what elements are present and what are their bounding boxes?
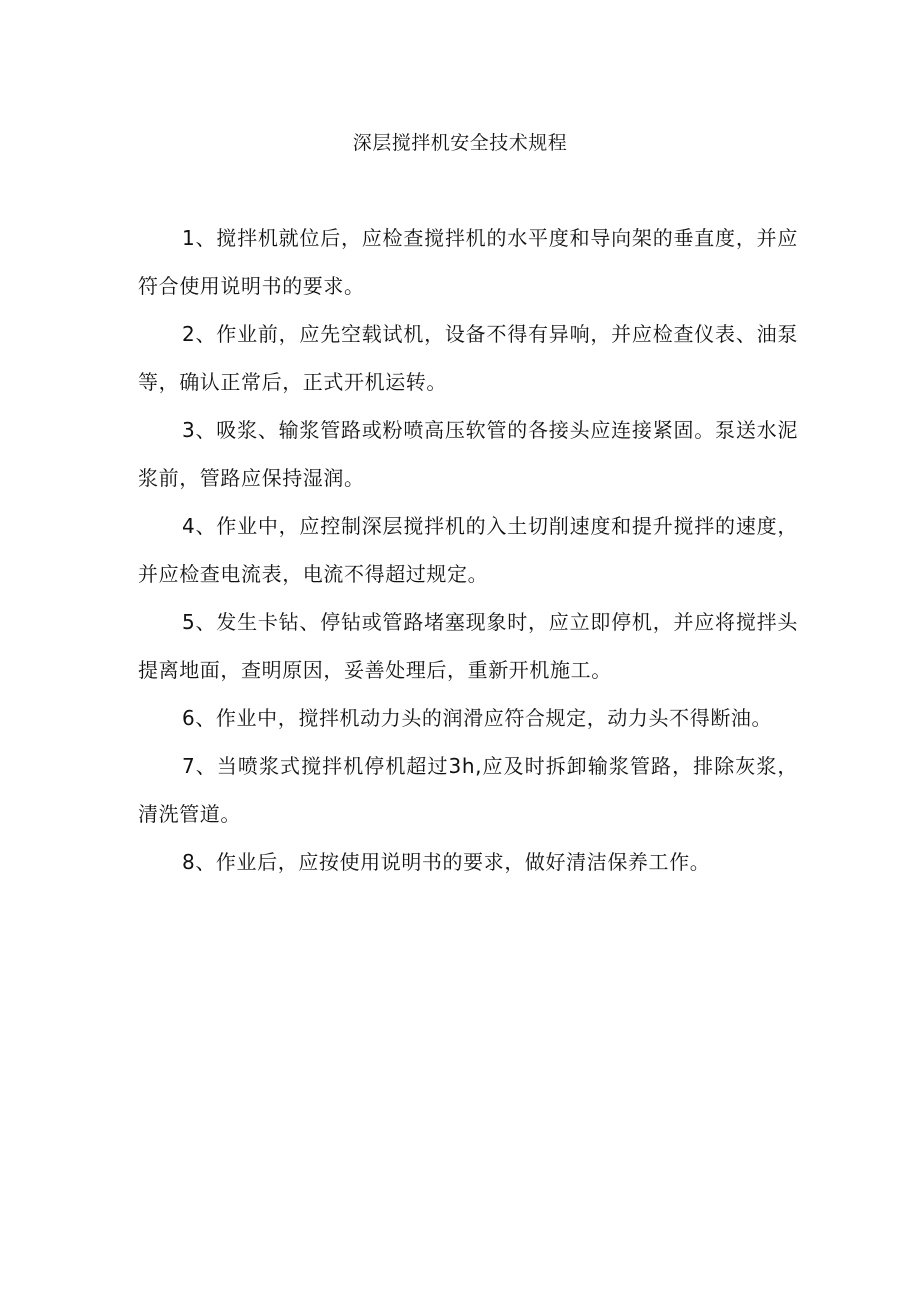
rule-paragraph-5: 5、发生卡钻、停钻或管路堵塞现象时，应立即停机，并应将搅拌头提离地面，查明原因，妥善处理后，重新开机施工。 [138,610,798,682]
rule-paragraph-1: 1、搅拌机就位后，应检查搅拌机的水平度和导向架的垂直度，并应符合使用说明书的要求。 [138,226,798,298]
document-body [138,214,798,886]
rule-paragraph-3: 3、吸浆、输浆管路或粉喷高压软管的各接头应连接紧固。泵送水泥浆前，管路应保持湿润。 [138,418,798,490]
rule-paragraph-8: 8、作业后，应按使用说明书的要求，做好清洁保养工作。 [182,850,711,874]
document-title: 深层搅拌机安全技术规程 [352,132,568,154]
rule-paragraph-4: 4、作业中，应控制深层搅拌机的入土切削速度和提升搅拌的速度，并应检查电流表，电流不得超过规定。 [138,514,798,586]
rule-paragraph-6: 6、作业中，搅拌机动力头的润滑应符合规定，动力头不得断油。 [182,706,773,730]
rule-paragraph-2: 2、作业前，应先空载试机，设备不得有异响，并应检查仪表、油泵等，确认正常后，正式开机运转。 [138,322,798,394]
rule-paragraph-7: 7、当喷浆式搅拌机停机超过3h,应及时拆卸输浆管路，排除灰浆，清洗管道。 [138,754,798,826]
